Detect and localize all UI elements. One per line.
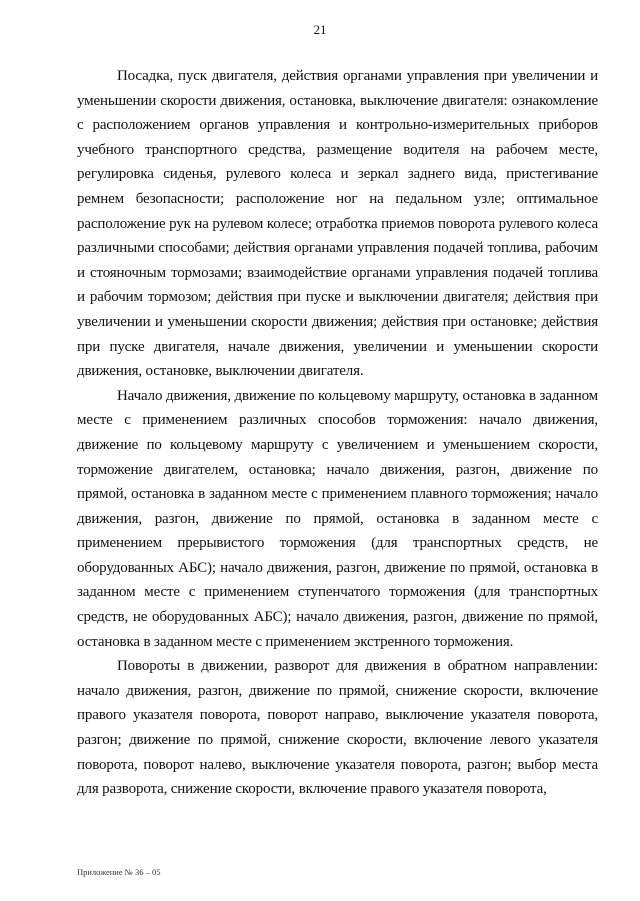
document-body — [77, 64, 598, 802]
paragraph-3: Повороты в движении, разворот для движения в обратном направлении: начало движения, разгон, движение по прямой, снижение скорости, включение правого указателя поворота, поворот направо, выключение указателя поворота, разгон; движение по прямой, снижение скорости, включение левого указателя поворота, поворот налево, выключение указателя поворота, разгон; выбор места для разворота, снижение скорости, включение правого указателя поворота, — [77, 658, 598, 798]
paragraph-2: Начало движения, движение по кольцевому маршруту, остановка в заданном месте с применением различных способов торможения: начало движения, движение по кольцевому маршруту с увеличением и уменьшением скорости, торможение двигателем, остановка; начало движения, разгон, движение по прямой, остановка в заданном месте с применением плавного торможения; начало движения, разгон, движение по прямой, остановка в заданном месте с применением прерывистого торможения (для транспортных средств, не оборудованных АБС); начало движения, разгон, движение по прямой, остановка в заданном месте с применением ступенчатого торможения (для транспортных средств, не оборудованных АБС); начало движения, разгон, движение по прямой, остановка в заданном месте с применением экстренного торможения. — [77, 387, 598, 650]
page-footer: Приложение № 36 – 05 — [77, 867, 161, 877]
page-number: 21 — [313, 22, 327, 37]
paragraph-1: Посадка, пуск двигателя, действия органами управления при увеличении и уменьшении скорости движения, остановка, выключение двигателя: ознакомление с расположением органов управления и контрольно-измерительных приборов учебного транспортного средства, размещение водителя на рабочем месте, регулировка сиденья, рулевого колеса и зеркал заднего вида, пристегивание ремнем безопасности; расположение ног на педальном узле; оптимальное расположение рук на рулевом колесе; отработка приемов поворота рулевого колеса различными способами; действия органами управления подачей топлива, рабочим и стояночным тормозами; взаимодействие органами управления подачей топлива и рабочим тормозом; действия при пуске и выключении двигателя; действия при увеличении и уменьшении скорости движения; действия при остановке; действия при пуске двигателя, начале движения, увеличении и уменьшении скорости движения, остановке, выключении двигателя. — [77, 68, 598, 380]
